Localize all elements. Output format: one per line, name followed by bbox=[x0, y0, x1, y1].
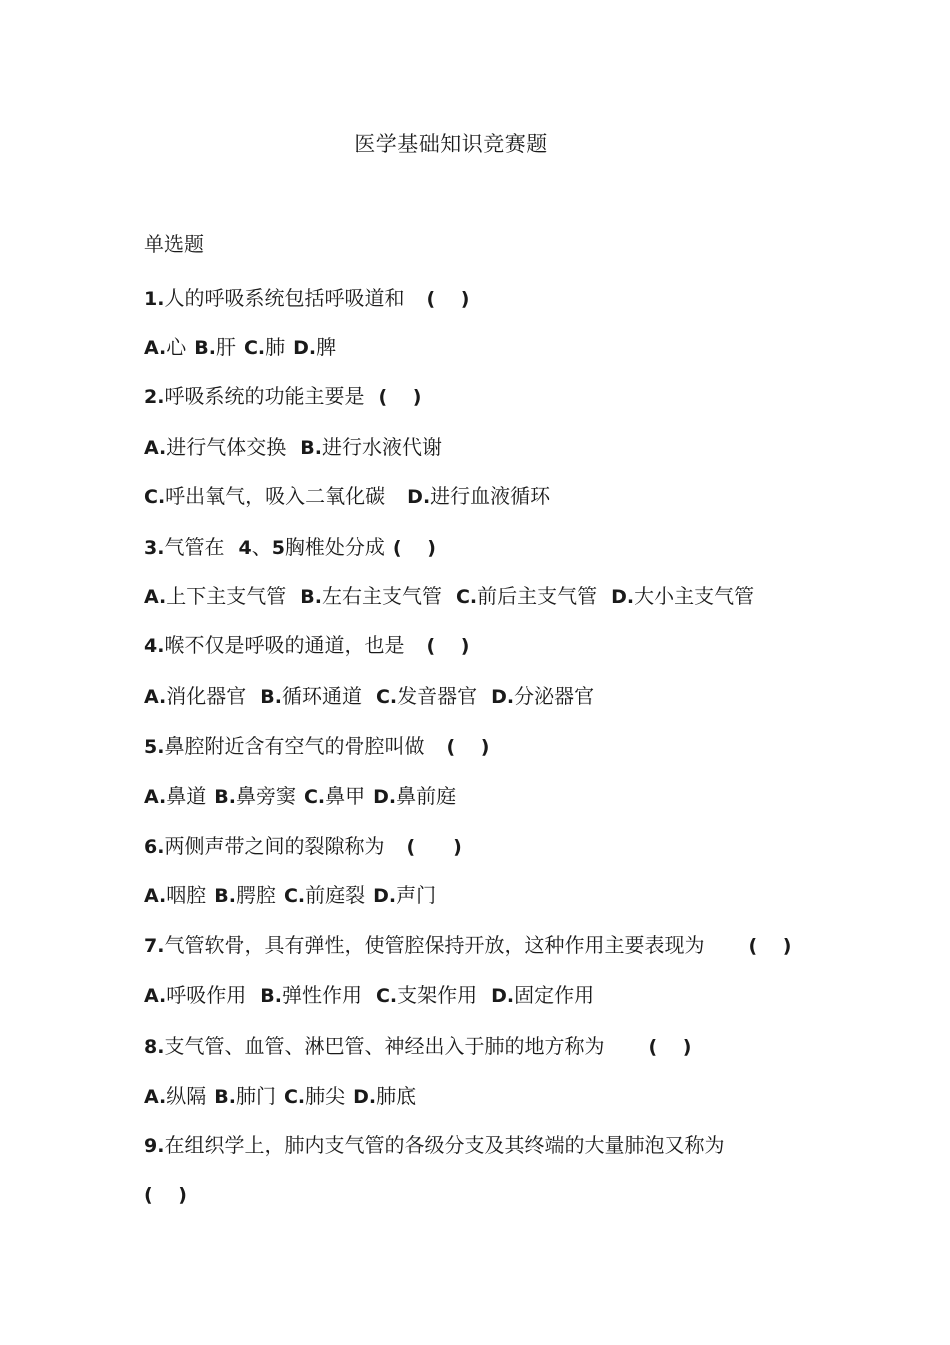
option-text: 脾 bbox=[316, 335, 337, 359]
option-key: D. bbox=[373, 885, 397, 907]
option-text: 鼻旁窦 bbox=[235, 784, 296, 808]
question-number: 7. bbox=[144, 935, 165, 957]
question-4 bbox=[144, 629, 469, 658]
option-key: B. bbox=[194, 337, 216, 359]
question-text: 在组织学上，肺内支气管的各级分支及其终端的大量肺泡又称为 bbox=[164, 1133, 725, 1157]
option-key: B. bbox=[300, 586, 322, 608]
question-7 bbox=[144, 929, 791, 958]
page-title: 医学基础知识竞赛题 bbox=[354, 132, 548, 156]
option-key: C. bbox=[144, 486, 166, 508]
option-text: 分泌器官 bbox=[514, 684, 595, 708]
question-text: 鼻腔附近含有空气的骨腔叫做 bbox=[164, 734, 425, 758]
section-heading: 单选题 bbox=[144, 232, 204, 256]
option-key: A. bbox=[144, 586, 167, 608]
option-key: A. bbox=[144, 985, 167, 1007]
option-key: D. bbox=[373, 786, 397, 808]
question-9 bbox=[144, 1129, 724, 1158]
options-2b bbox=[144, 480, 550, 509]
options-7 bbox=[144, 979, 594, 1008]
answer-blank: ( ) bbox=[406, 836, 462, 858]
option-text: 前后主支气管 bbox=[477, 584, 598, 608]
option-key: B. bbox=[260, 686, 282, 708]
option-key: D. bbox=[407, 486, 431, 508]
answer-blank: ( ) bbox=[426, 288, 470, 310]
option-key: C. bbox=[303, 786, 326, 808]
question-text: 胸椎处分成 bbox=[284, 535, 385, 559]
question-text: 喉不仅是呼吸的通道，也是 bbox=[164, 633, 405, 657]
option-key: C. bbox=[375, 985, 398, 1007]
option-key: D. bbox=[611, 586, 635, 608]
question-9-blank-line bbox=[144, 1180, 187, 1207]
option-key: A. bbox=[144, 686, 167, 708]
option-text: 进行水液代谢 bbox=[321, 435, 442, 459]
question-number: 4. bbox=[144, 635, 165, 657]
options-5 bbox=[144, 780, 456, 809]
option-text: 肝 bbox=[215, 335, 236, 359]
option-key: B. bbox=[260, 985, 282, 1007]
option-text: 声门 bbox=[396, 883, 437, 907]
option-text: 前庭裂 bbox=[305, 883, 366, 907]
option-text: 呼出氧气，吸入二氧化碳 bbox=[165, 484, 386, 508]
answer-blank: ( ) bbox=[648, 1036, 692, 1058]
option-text: 消化器官 bbox=[166, 684, 247, 708]
option-key: C. bbox=[243, 337, 266, 359]
option-key: A. bbox=[144, 337, 167, 359]
option-key: D. bbox=[491, 985, 515, 1007]
option-text: 咽腔 bbox=[166, 883, 207, 907]
option-text: 支架作用 bbox=[397, 983, 478, 1007]
options-2a bbox=[144, 431, 442, 460]
question-8 bbox=[144, 1030, 691, 1059]
answer-blank: ( ) bbox=[446, 736, 490, 758]
option-key: C. bbox=[455, 586, 478, 608]
option-key: B. bbox=[214, 786, 236, 808]
option-key: D. bbox=[293, 337, 317, 359]
option-key: C. bbox=[283, 885, 306, 907]
answer-blank: ( ) bbox=[378, 386, 422, 408]
question-number: 1. bbox=[144, 288, 165, 310]
options-6 bbox=[144, 879, 436, 908]
question-text: 人的呼吸系统包括呼吸道和 bbox=[164, 286, 405, 310]
option-text: 心 bbox=[166, 335, 187, 359]
option-text: 循环通道 bbox=[281, 684, 362, 708]
question-text: 4 bbox=[238, 537, 252, 559]
question-text: 5 bbox=[271, 537, 285, 559]
question-text: 、 bbox=[251, 535, 272, 559]
question-number: 8. bbox=[144, 1036, 165, 1058]
option-text: 鼻道 bbox=[166, 784, 207, 808]
question-text: 两侧声带之间的裂隙称为 bbox=[164, 834, 385, 858]
option-key: B. bbox=[214, 885, 236, 907]
option-text: 呼吸作用 bbox=[166, 983, 247, 1007]
option-text: 肺尖 bbox=[305, 1084, 346, 1108]
option-text: 大小主支气管 bbox=[634, 584, 755, 608]
question-number: 2. bbox=[144, 386, 165, 408]
question-1 bbox=[144, 282, 469, 311]
option-key: C. bbox=[375, 686, 398, 708]
question-6 bbox=[144, 830, 462, 859]
question-number: 5. bbox=[144, 736, 165, 758]
options-1 bbox=[144, 331, 336, 360]
question-3 bbox=[144, 531, 436, 560]
option-key: D. bbox=[491, 686, 515, 708]
question-text: 呼吸系统的功能主要是 bbox=[164, 384, 365, 408]
question-5 bbox=[144, 730, 489, 759]
option-key: A. bbox=[144, 437, 167, 459]
question-text: 支气管、血管、淋巴管、神经出入于肺的地方称为 bbox=[164, 1034, 605, 1058]
question-2 bbox=[144, 380, 421, 409]
question-text: 气管软骨，具有弹性，使管腔保持开放，这种作用主要表现为 bbox=[164, 933, 705, 957]
option-key: B. bbox=[300, 437, 322, 459]
question-number: 9. bbox=[144, 1135, 165, 1157]
option-text: 左右主支气管 bbox=[321, 584, 442, 608]
option-text: 纵隔 bbox=[166, 1084, 207, 1108]
question-number: 6. bbox=[144, 836, 165, 858]
options-4 bbox=[144, 680, 594, 709]
options-3 bbox=[144, 580, 754, 609]
option-text: 肺门 bbox=[235, 1084, 276, 1108]
options-8 bbox=[144, 1080, 416, 1109]
option-key: B. bbox=[214, 1086, 236, 1108]
option-text: 鼻前庭 bbox=[396, 784, 457, 808]
option-text: 进行气体交换 bbox=[166, 435, 287, 459]
option-key: D. bbox=[353, 1086, 377, 1108]
option-key: A. bbox=[144, 786, 167, 808]
option-text: 腭腔 bbox=[235, 883, 276, 907]
option-text: 弹性作用 bbox=[281, 983, 362, 1007]
answer-blank: ( ) bbox=[748, 935, 792, 957]
answer-blank: ( ) bbox=[426, 635, 470, 657]
option-text: 肺底 bbox=[376, 1084, 417, 1108]
answer-blank: ( ) bbox=[144, 1184, 187, 1206]
option-key: A. bbox=[144, 1086, 167, 1108]
option-text: 鼻甲 bbox=[325, 784, 366, 808]
answer-blank: ( ) bbox=[392, 537, 436, 559]
option-text: 上下主支气管 bbox=[166, 584, 287, 608]
option-text: 肺 bbox=[265, 335, 286, 359]
question-text: 气管在 bbox=[164, 535, 225, 559]
question-number: 3. bbox=[144, 537, 165, 559]
option-text: 发音器官 bbox=[397, 684, 478, 708]
option-key: C. bbox=[283, 1086, 306, 1108]
option-key: A. bbox=[144, 885, 167, 907]
option-text: 进行血液循环 bbox=[430, 484, 551, 508]
option-text: 固定作用 bbox=[514, 983, 595, 1007]
